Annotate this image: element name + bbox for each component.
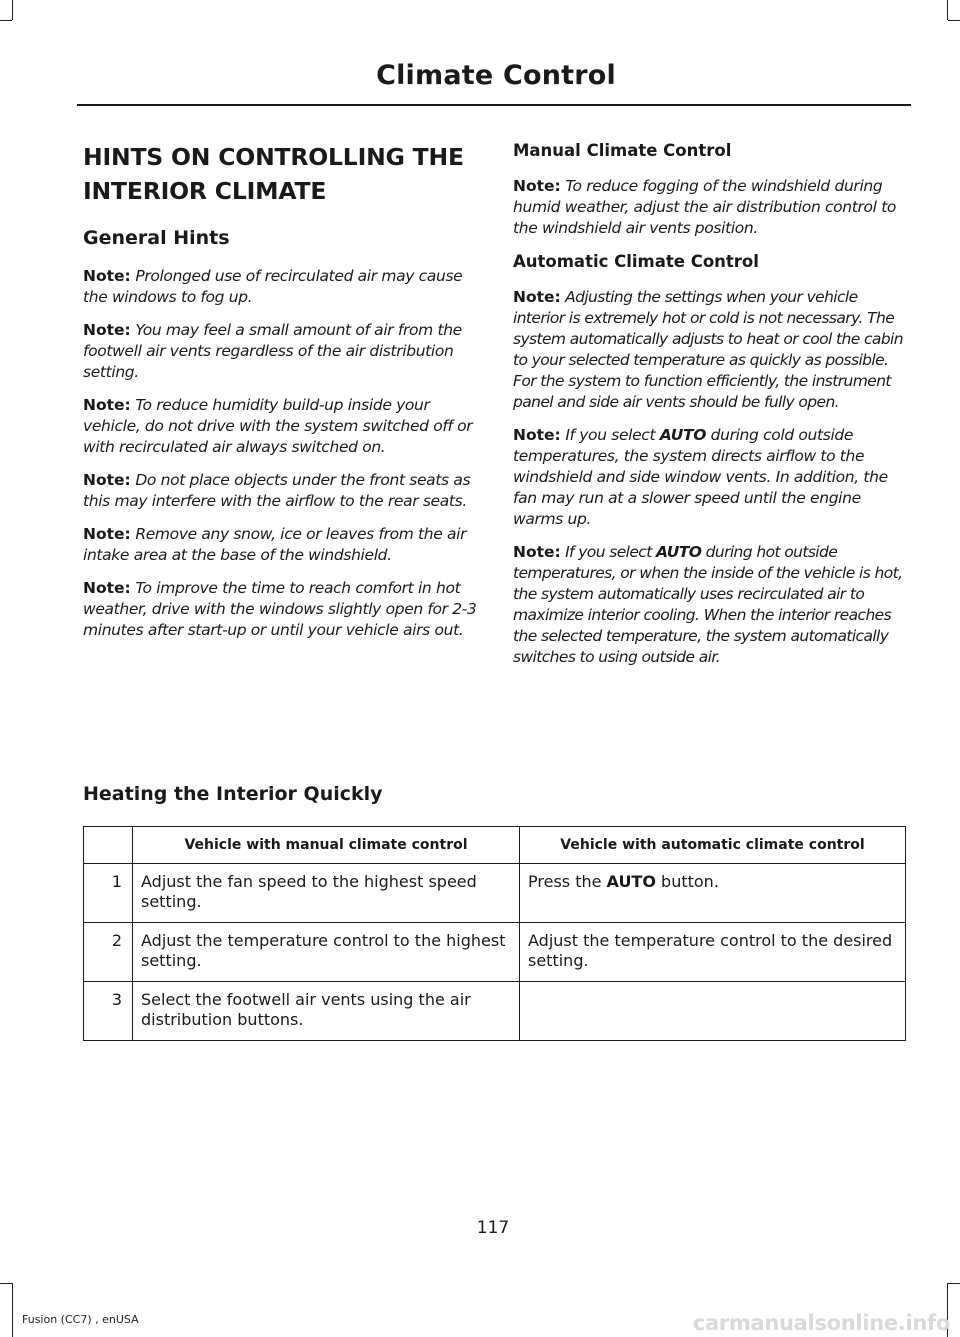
note-label: Note: [513, 288, 561, 306]
table-header-cell: Vehicle with manual climate control [133, 827, 520, 864]
note-text-pre: If you select [565, 426, 660, 444]
auto-keyword: AUTO [606, 872, 656, 891]
edition-footer: Fusion (CC7) , enUSA [22, 1313, 139, 1326]
auto-step-cell [520, 982, 906, 1041]
table-header-cell: Vehicle with automatic climate control [520, 827, 906, 864]
right-column [513, 140, 910, 680]
note-text-post: during cold outside temperatures, the system directs airflow to the windshield and side window vents. In addition, the fan may run at a slower speed until the engine warms up. [513, 426, 888, 528]
note-text: You may feel a small amount of air from the footwell air vents regardless of the air distribution setting. [83, 321, 462, 381]
table-row [84, 864, 906, 923]
note-text: To reduce fogging of the windshield during humid weather, adjust the air distribution control to the windshield air vents position. [513, 177, 897, 237]
crop-mark [948, 1283, 960, 1284]
note-paragraph [83, 266, 477, 308]
note-paragraph [83, 320, 477, 383]
auto-keyword: AUTO [656, 543, 702, 561]
main-heading [83, 140, 477, 208]
note-label: Note: [83, 471, 131, 489]
watermark: carmanualsonline.info [692, 1311, 950, 1335]
note-text: Adjusting the settings when your vehicle interior is extremely hot or cold is not necessary. The system automatically adjusts to heat or cool the cabin to your selected temperature as quickly as possible. For the system to function efficiently, the instrument panel and side air vents should be fully open. [513, 288, 903, 411]
table-header-row [84, 827, 906, 864]
manual-step-cell: Adjust the temperature control to the highest setting. [133, 923, 520, 982]
note-label: Note: [513, 426, 561, 444]
note-text-post: during hot outside temperatures, or when the inside of the vehicle is hot, the system automatically uses recirculated air to maximize interior cooling. When the interior reaches the selected temperature, the system automatically switches to using outside air. [513, 543, 903, 666]
general-hints-heading: General Hints [83, 227, 230, 249]
header-divider [77, 104, 911, 106]
note-label: Note: [83, 396, 131, 414]
table-row [84, 923, 906, 982]
crop-mark [0, 1283, 12, 1284]
main-heading-line-2: INTERIOR CLIMATE [83, 177, 327, 205]
left-column [83, 140, 477, 653]
note-text: Prolonged use of recirculated air may cause the windows to fog up. [83, 267, 463, 306]
table-row [84, 982, 906, 1041]
step-number: 1 [84, 864, 133, 923]
crop-mark [12, 1283, 13, 1337]
note-text: To reduce humidity build-up inside your vehicle, do not drive with the system switched off or with recirculated air always switched on. [83, 396, 473, 456]
auto-keyword: AUTO [659, 426, 707, 444]
note-text: To improve the time to reach comfort in hot weather, drive with the windows slightly open for 2-3 minutes after start-up or until your vehicle airs out. [83, 579, 477, 639]
table-header-cell [84, 827, 133, 864]
heating-section-heading: Heating the Interior Quickly [83, 783, 383, 805]
crop-mark [948, 20, 960, 21]
main-heading-line-1: HINTS ON CONTROLLING THE [83, 143, 464, 171]
note-label: Note: [83, 525, 131, 543]
note-paragraph [513, 542, 910, 668]
note-paragraph [83, 470, 477, 512]
page-header-title: Climate Control [376, 60, 616, 91]
manual-climate-heading: Manual Climate Control [513, 141, 732, 160]
note-paragraph [83, 578, 477, 641]
page-number: 117 [476, 1218, 510, 1238]
note-label: Note: [83, 321, 131, 339]
step-number: 3 [84, 982, 133, 1041]
manual-step-cell: Select the footwell air vents using the air distribution buttons. [133, 982, 520, 1041]
note-label: Note: [513, 177, 561, 195]
note-label: Note: [83, 579, 131, 597]
auto-step-text: button. [655, 872, 719, 891]
note-paragraph [83, 524, 477, 566]
automatic-climate-heading: Automatic Climate Control [513, 252, 759, 271]
auto-step-cell [520, 864, 906, 923]
note-text: Do not place objects under the front seats as this may interfere with the airflow to the rear seats. [83, 471, 471, 510]
note-paragraph [513, 287, 910, 413]
step-number: 2 [84, 923, 133, 982]
auto-step-text: Adjust the temperature control to the desired setting. [528, 931, 893, 970]
manual-step-cell: Adjust the fan speed to the highest speed setting. [133, 864, 520, 923]
auto-step-text: Press the [528, 872, 607, 891]
note-label: Note: [513, 543, 561, 561]
note-paragraph [83, 395, 477, 458]
note-paragraph [513, 176, 910, 239]
note-text-pre: If you select [565, 543, 657, 561]
crop-mark [0, 20, 12, 21]
note-text: Remove any snow, ice or leaves from the air intake area at the base of the windshield. [83, 525, 467, 564]
auto-step-cell [520, 923, 906, 982]
heating-steps-table [83, 826, 906, 1041]
note-paragraph [513, 425, 910, 530]
crop-mark [12, 0, 13, 20]
note-label: Note: [83, 267, 131, 285]
crop-mark [947, 0, 948, 20]
